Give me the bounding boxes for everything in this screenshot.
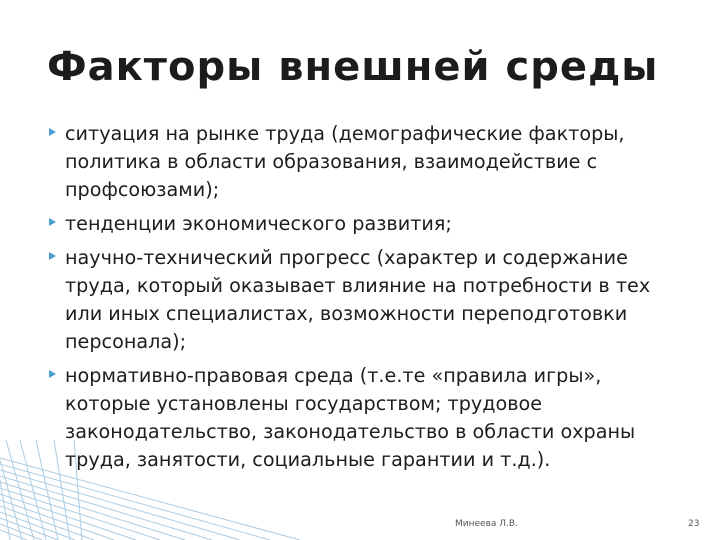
triangle-bullet-icon [49, 218, 56, 226]
bullet-text: научно-технический прогресс (характер и содержание труда, который оказывает влияние на потребности в тех или иных специалистах, возможности переподготовки персонала); [65, 246, 651, 353]
triangle-bullet-icon [49, 370, 56, 378]
bullet-text: нормативно-правовая среда (т.е.те «правила игры», которые установлены государством; трудовое законодательство, законодательство в области охраны труда, занятости, социальные гарантии и т.д.). [65, 364, 636, 471]
bullet-item [47, 210, 687, 238]
bullet-list [47, 120, 687, 480]
bullet-item [47, 120, 687, 204]
bullet-item [47, 244, 687, 356]
footer-author: Минеева Л.В. [455, 519, 518, 529]
bullet-item [47, 362, 687, 474]
bullet-text: ситуация на рынке труда (демографические факторы, политика в области образования, взаимодействие с профсоюзами); [65, 122, 625, 201]
triangle-bullet-icon [49, 128, 56, 136]
triangle-bullet-icon [49, 252, 56, 260]
slide-title: Факторы внешней среды [47, 44, 659, 90]
bullet-text: тенденции экономического развития; [65, 212, 452, 235]
page-number: 23 [688, 519, 700, 529]
